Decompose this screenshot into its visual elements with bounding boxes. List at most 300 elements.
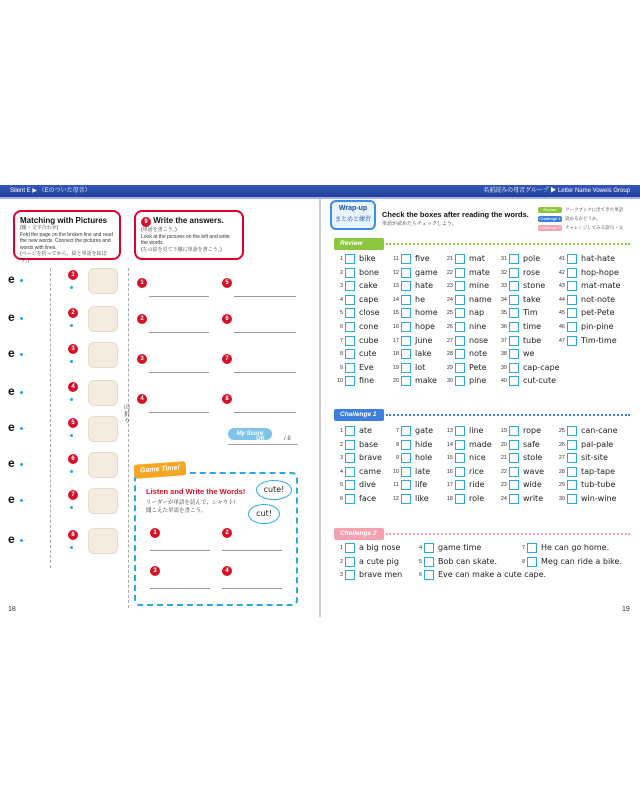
- answer-number: 3: [137, 354, 147, 364]
- checkbox[interactable]: [567, 268, 577, 278]
- page-number-left: 18: [8, 606, 16, 613]
- word-number: 25: [446, 310, 453, 317]
- match-dot-left[interactable]: [20, 279, 23, 282]
- answer-line[interactable]: [149, 412, 209, 413]
- word-item: [555, 479, 615, 491]
- match-dot-picture[interactable]: [70, 470, 73, 473]
- word-number: 5: [418, 558, 422, 565]
- word-text: cute: [359, 349, 377, 359]
- answer-line[interactable]: [234, 332, 296, 333]
- word-number: 19: [392, 364, 399, 371]
- word-text: home: [415, 308, 438, 318]
- match-dot-left[interactable]: [20, 499, 23, 502]
- word-number: 41: [558, 256, 565, 262]
- checkbox[interactable]: [567, 440, 577, 450]
- checkbox[interactable]: [509, 281, 519, 291]
- instruction: Check the boxes after reading the words.: [382, 210, 529, 219]
- checkbox[interactable]: [401, 295, 411, 305]
- answer-line[interactable]: [234, 296, 296, 297]
- match-dot-picture[interactable]: [70, 286, 73, 289]
- word-text: hole: [415, 453, 433, 463]
- word-text: came: [359, 466, 382, 476]
- checkbox[interactable]: [455, 336, 465, 346]
- word-item: [555, 321, 614, 333]
- word-number: 27: [558, 455, 565, 462]
- legend-tag: Review: [538, 207, 562, 213]
- checkbox[interactable]: [509, 308, 519, 318]
- checkbox[interactable]: [401, 376, 411, 386]
- word-text: close: [359, 308, 380, 318]
- checkbox[interactable]: [455, 349, 465, 359]
- checkbox[interactable]: [345, 494, 355, 504]
- word-number: 47: [558, 337, 565, 344]
- checkbox[interactable]: [455, 363, 465, 373]
- game-answer-line[interactable]: [222, 550, 282, 551]
- letter-e: e: [8, 346, 15, 360]
- letter-e: e: [8, 310, 15, 324]
- word-text: Pete: [469, 362, 487, 372]
- checkbox[interactable]: [345, 281, 355, 291]
- legend-text: 読めるかどうか。: [565, 216, 601, 222]
- word-text: rope: [523, 426, 542, 435]
- word-number: 15: [392, 310, 399, 317]
- match-dot-picture[interactable]: [70, 324, 73, 327]
- word-item: [389, 321, 435, 333]
- match-dot-left[interactable]: [20, 391, 23, 394]
- word-text: cape: [359, 294, 379, 304]
- checkbox[interactable]: [345, 349, 355, 359]
- checkbox[interactable]: [345, 336, 355, 346]
- word-text: dive: [359, 480, 376, 490]
- checkbox[interactable]: [455, 295, 465, 305]
- answer-line[interactable]: [149, 372, 209, 373]
- word-item: [555, 466, 615, 478]
- answer-line[interactable]: [234, 412, 296, 413]
- checkbox[interactable]: [345, 570, 355, 580]
- word-number: 3: [339, 455, 343, 462]
- answer-number: 8: [222, 394, 232, 404]
- word-item: [412, 542, 481, 554]
- checkbox[interactable]: [567, 480, 577, 490]
- word-text: nice: [469, 453, 486, 463]
- word-number: 16: [392, 324, 399, 330]
- word-item: [333, 267, 379, 279]
- word-item: [555, 307, 615, 319]
- checkbox[interactable]: [509, 440, 519, 450]
- word-item: [497, 348, 534, 360]
- write-note: (左の絵を見て下線に単語を書こう。): [141, 246, 222, 253]
- checkbox[interactable]: [455, 254, 465, 264]
- checkbox[interactable]: [345, 440, 355, 450]
- word-text: lot: [415, 362, 426, 372]
- checkbox[interactable]: [455, 494, 465, 504]
- word-number: 6: [339, 496, 343, 502]
- checkbox[interactable]: [509, 363, 519, 373]
- word-number: 12: [392, 269, 399, 276]
- checkbox[interactable]: [509, 426, 519, 436]
- word-text: we: [523, 349, 535, 359]
- checkbox[interactable]: [345, 557, 355, 567]
- word-item: [389, 335, 432, 347]
- checkbox[interactable]: [345, 308, 355, 318]
- answer-line[interactable]: [234, 372, 296, 373]
- word-number: 25: [558, 428, 565, 434]
- word-number: 46: [558, 324, 565, 330]
- word-item: [443, 307, 484, 319]
- word-number: 7: [521, 545, 525, 551]
- word-number: 17: [392, 337, 399, 344]
- word-number: 29: [446, 364, 453, 371]
- checkbox[interactable]: [509, 453, 519, 463]
- picture-number: 2: [68, 308, 78, 318]
- word-text: Bob can skate.: [438, 556, 498, 566]
- legend-item: [538, 225, 623, 231]
- checkbox[interactable]: [567, 295, 577, 305]
- word-item: [389, 362, 425, 374]
- word-text: pet-Pete: [581, 308, 615, 318]
- word-number: 1: [339, 256, 343, 262]
- word-text: pole: [523, 254, 541, 263]
- checkbox[interactable]: [567, 322, 577, 332]
- checkbox[interactable]: [455, 467, 465, 477]
- word-number: 11: [393, 482, 399, 489]
- game-answer-number: 2: [222, 528, 232, 538]
- word-item: [515, 542, 609, 554]
- checkbox[interactable]: [401, 480, 411, 490]
- checkbox[interactable]: [509, 480, 519, 490]
- checkbox[interactable]: [455, 308, 465, 318]
- word-number: 15: [446, 455, 453, 462]
- word-text: hate: [415, 281, 434, 291]
- checkbox[interactable]: [345, 543, 355, 553]
- checkbox[interactable]: [345, 268, 355, 278]
- word-text: write: [523, 494, 544, 503]
- word-item: [497, 425, 541, 437]
- word-number: 7: [395, 428, 399, 434]
- word-number: 14: [446, 441, 453, 448]
- picture-number: 1: [68, 270, 78, 280]
- checkbox[interactable]: [424, 543, 434, 553]
- checkbox[interactable]: [567, 426, 577, 436]
- word-number: 8: [339, 351, 343, 358]
- word-item: [555, 267, 619, 279]
- checkbox[interactable]: [424, 557, 434, 567]
- checkbox[interactable]: [455, 281, 465, 291]
- match-dot-picture[interactable]: [70, 360, 73, 363]
- wrap-up-badge: [330, 200, 376, 230]
- word-text: cube: [359, 335, 379, 345]
- checkbox[interactable]: [509, 494, 519, 504]
- word-text: pine: [469, 376, 487, 386]
- word-text: time: [523, 322, 542, 331]
- checkbox[interactable]: [345, 480, 355, 490]
- word-number: 3: [339, 572, 343, 579]
- game-answer-number: 1: [150, 528, 160, 538]
- checkbox[interactable]: [509, 254, 519, 264]
- picture-number: 7: [68, 490, 78, 500]
- match-dot-left[interactable]: [20, 463, 23, 466]
- checkbox[interactable]: [401, 494, 411, 504]
- word-item: [333, 375, 374, 387]
- word-number: 9: [395, 455, 399, 462]
- word-number: 21: [446, 256, 453, 262]
- word-text: Eve can make a cute cape.: [438, 570, 547, 580]
- game-answer-line[interactable]: [150, 588, 210, 589]
- checkbox[interactable]: [509, 349, 519, 359]
- checkbox[interactable]: [509, 376, 519, 386]
- word-item: [389, 348, 431, 360]
- checkbox[interactable]: [455, 322, 465, 332]
- word-text: a cute pig: [359, 556, 399, 566]
- checkbox[interactable]: [455, 426, 465, 436]
- challenge1-label: Challenge 1: [334, 409, 384, 421]
- word-text: Meg can ride a bike.: [541, 556, 622, 566]
- checkbox[interactable]: [345, 453, 355, 463]
- word-item: [555, 294, 615, 306]
- word-text: line: [469, 426, 484, 435]
- checkbox[interactable]: [401, 426, 411, 436]
- checkbox[interactable]: [509, 336, 519, 346]
- word-number: 6: [418, 572, 422, 579]
- matching-panel: [13, 210, 121, 264]
- word-number: 34: [500, 296, 507, 303]
- word-text: cone: [359, 322, 379, 331]
- word-item: [389, 253, 430, 265]
- answer-number: 1: [137, 278, 147, 288]
- checkbox[interactable]: [455, 480, 465, 490]
- word-text: wide: [523, 480, 542, 490]
- match-dot-left[interactable]: [20, 427, 23, 430]
- word-text: ride: [469, 480, 485, 490]
- checkbox[interactable]: [401, 467, 411, 477]
- answer-line[interactable]: [149, 332, 209, 333]
- word-number: 11: [393, 256, 399, 262]
- word-text: pin-pine: [581, 322, 614, 331]
- checkbox[interactable]: [401, 281, 411, 291]
- checkbox[interactable]: [509, 322, 519, 332]
- word-text: cap-cape: [523, 362, 560, 372]
- review-line: [386, 243, 630, 245]
- word-item: [333, 479, 376, 491]
- match-dot-picture[interactable]: [70, 398, 73, 401]
- checkbox[interactable]: [455, 376, 465, 386]
- checkbox[interactable]: [567, 453, 577, 463]
- picture-illustration: [88, 268, 118, 294]
- word-number: 5: [339, 310, 343, 317]
- word-item: [389, 439, 432, 451]
- word-number: 39: [500, 364, 507, 371]
- match-dot-picture[interactable]: [70, 434, 73, 437]
- word-item: [443, 362, 487, 374]
- word-item: [333, 425, 372, 437]
- checkbox[interactable]: [401, 254, 411, 264]
- word-item: [443, 294, 492, 306]
- word-text: game time: [438, 543, 482, 552]
- checkbox[interactable]: [455, 440, 465, 450]
- word-text: Eve: [359, 362, 374, 372]
- word-text: lake: [415, 349, 432, 359]
- word-text: cut-cute: [523, 376, 557, 386]
- match-dot-left[interactable]: [20, 353, 23, 356]
- word-item: [443, 321, 486, 333]
- word-item: [389, 425, 433, 437]
- challenge2-label: Challenge 2: [334, 528, 384, 540]
- word-item: [443, 335, 488, 347]
- word-text: sit-site: [581, 453, 608, 463]
- word-text: like: [415, 494, 429, 503]
- word-item: [497, 439, 540, 451]
- picture-number: 6: [68, 454, 78, 464]
- checkbox[interactable]: [401, 453, 411, 463]
- checkbox[interactable]: [509, 268, 519, 278]
- checkbox[interactable]: [567, 467, 577, 477]
- word-number: 37: [500, 337, 507, 344]
- checkbox[interactable]: [401, 363, 411, 373]
- word-item: [497, 466, 544, 478]
- checkbox[interactable]: [345, 322, 355, 332]
- checkbox[interactable]: [401, 322, 411, 332]
- checkbox[interactable]: [401, 440, 411, 450]
- header-right: 名前読みの母音グループ ▶ Letter Name Vowels Group: [483, 188, 630, 194]
- word-item: [515, 556, 622, 568]
- word-item: [412, 556, 497, 568]
- word-text: hope: [415, 322, 435, 331]
- picture-illustration: [88, 416, 118, 442]
- word-text: fine: [359, 376, 375, 386]
- word-text: tube: [523, 335, 542, 345]
- checkbox[interactable]: [345, 254, 355, 264]
- word-number: 35: [500, 310, 507, 317]
- checkbox[interactable]: [509, 295, 519, 305]
- checkbox[interactable]: [567, 308, 577, 318]
- legend-item: [538, 216, 601, 222]
- word-item: [333, 542, 400, 554]
- word-item: [443, 479, 485, 491]
- checkbox[interactable]: [345, 467, 355, 477]
- word-number: 21: [500, 455, 507, 462]
- word-number: 26: [446, 324, 453, 330]
- word-item: [389, 267, 438, 279]
- word-item: [443, 452, 486, 464]
- word-number: 28: [446, 351, 453, 358]
- word-item: [555, 439, 613, 451]
- word-text: cake: [359, 281, 378, 291]
- word-number: 18: [446, 496, 453, 502]
- word-number: 32: [500, 269, 507, 276]
- checkbox[interactable]: [401, 308, 411, 318]
- word-number: 12: [392, 496, 399, 502]
- word-text: five: [415, 254, 430, 263]
- word-text: can-cane: [581, 426, 618, 435]
- checkbox[interactable]: [567, 494, 577, 504]
- checkbox[interactable]: [567, 254, 577, 264]
- word-text: make: [415, 376, 437, 386]
- letter-e: e: [8, 492, 15, 506]
- checkbox[interactable]: [401, 336, 411, 346]
- checkbox[interactable]: [509, 467, 519, 477]
- checkbox[interactable]: [401, 349, 411, 359]
- word-item: [497, 362, 560, 374]
- word-number: 40: [500, 378, 507, 385]
- game-answer-number: 4: [222, 566, 232, 576]
- word-number: 43: [558, 283, 565, 290]
- word-number: 30: [446, 378, 453, 385]
- match-dot-picture[interactable]: [70, 506, 73, 509]
- checkbox[interactable]: [345, 363, 355, 373]
- game-answer-line[interactable]: [150, 550, 210, 551]
- match-dot-picture[interactable]: [70, 546, 73, 549]
- word-text: tap-tape: [581, 466, 616, 476]
- picture-number: 4: [68, 382, 78, 392]
- word-item: [389, 493, 429, 505]
- game-answer-line[interactable]: [222, 588, 282, 589]
- checkbox[interactable]: [455, 268, 465, 278]
- word-item: [333, 556, 399, 568]
- page-number-right: 19: [622, 606, 630, 613]
- word-text: mat-mate: [581, 281, 621, 291]
- word-number: 4: [339, 296, 343, 303]
- checkbox[interactable]: [527, 543, 537, 553]
- word-item: [443, 425, 483, 437]
- answer-number: 2: [137, 314, 147, 324]
- checkbox[interactable]: [527, 557, 537, 567]
- word-item: [333, 253, 376, 265]
- word-item: [333, 321, 378, 333]
- word-item: [333, 493, 376, 505]
- word-text: Tim-time: [581, 335, 617, 345]
- word-item: [333, 466, 381, 478]
- answer-line[interactable]: [149, 296, 209, 297]
- word-item: [497, 493, 543, 505]
- checkbox[interactable]: [424, 570, 434, 580]
- checkbox[interactable]: [567, 281, 577, 291]
- wrap-up-subtitle: まとめと練習: [334, 217, 371, 223]
- word-number: 20: [392, 378, 399, 385]
- score-total: / 8: [284, 436, 291, 442]
- header-left: Silent E ▶ （Eのついた母音）: [10, 188, 91, 194]
- word-number: 42: [558, 269, 565, 276]
- word-number: 8: [395, 441, 399, 448]
- word-number: 23: [500, 482, 507, 489]
- word-item: [497, 452, 542, 464]
- word-item: [555, 493, 616, 505]
- matching-subtitle: (線・文字合わせ): [20, 225, 59, 231]
- checkbox[interactable]: [567, 336, 577, 346]
- checkbox[interactable]: [345, 376, 355, 386]
- score-ok: OK: [256, 436, 265, 442]
- word-text: note: [469, 349, 488, 359]
- word-text: nose: [469, 335, 489, 345]
- match-dot-left[interactable]: [20, 539, 23, 542]
- word-item: [389, 452, 432, 464]
- word-item: [333, 307, 380, 319]
- picture-illustration: [88, 452, 118, 478]
- checkbox[interactable]: [345, 426, 355, 436]
- word-number: 4: [418, 545, 422, 551]
- word-number: 19: [500, 428, 507, 434]
- review-label: Review: [334, 238, 384, 250]
- checkbox[interactable]: [401, 268, 411, 278]
- checkbox[interactable]: [345, 295, 355, 305]
- match-dot-left[interactable]: [20, 317, 23, 320]
- word-item: [555, 280, 620, 292]
- checkbox[interactable]: [455, 453, 465, 463]
- word-text: he: [415, 294, 425, 304]
- word-text: face: [359, 494, 377, 503]
- word-item: [443, 439, 492, 451]
- game-tag: Game Time!: [134, 461, 187, 479]
- word-item: [443, 267, 490, 279]
